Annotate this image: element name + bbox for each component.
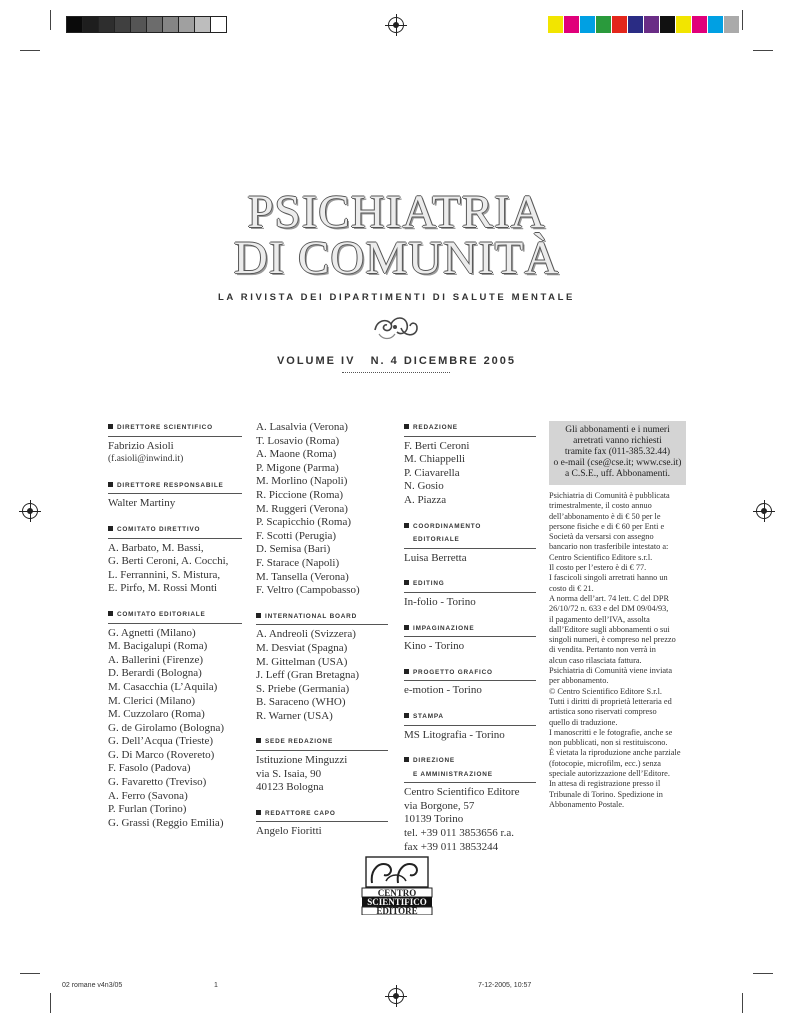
color-swatch xyxy=(676,16,692,33)
color-swatch xyxy=(708,16,724,33)
list-item: tel. +39 011 3853656 r.a. xyxy=(404,827,514,840)
legal-line: artistica sono riservati compreso xyxy=(549,707,657,717)
color-swatch xyxy=(644,16,660,33)
notice-line: Gli abbonamenti e i numeri xyxy=(565,425,670,435)
logo-line-1: CENTRO xyxy=(377,888,417,898)
legal-line: Il costo per l’estero è di € 77. xyxy=(549,563,647,573)
email-text: (f.asioli@inwind.it) xyxy=(108,454,184,465)
color-swatch xyxy=(548,16,564,33)
column-editorial-board-2 xyxy=(256,421,388,839)
legal-line: di vendita. Pertanto non verrà in xyxy=(549,645,656,655)
color-swatch xyxy=(580,16,596,33)
color-swatch xyxy=(564,16,580,33)
logo-line-2: SCIENTIFICO xyxy=(367,897,427,907)
legal-line: A norma dell’art. 74 lett. C del DPR xyxy=(549,593,670,603)
list-item: M. Clerici (Milano) xyxy=(108,694,196,707)
notice-line: arretrati vanno richiesti xyxy=(573,436,662,446)
list-item: G. Berti Ceroni, A. Cocchi, xyxy=(108,555,229,568)
section-heading: EDITING xyxy=(404,577,536,593)
crop-mark xyxy=(20,50,40,51)
color-swatch xyxy=(628,16,644,33)
registration-mark-icon xyxy=(756,503,772,519)
column-subscription-info xyxy=(549,421,686,810)
list-item: D. Berardi (Bologna) xyxy=(108,667,202,680)
legal-line: costo di € 21. xyxy=(549,583,594,593)
list-item: J. Leff (Gran Bretagna) xyxy=(256,669,360,682)
legal-line: © Centro Scientifico Editore S.r.l. xyxy=(549,686,662,696)
list-item: G. Agnetti (Milano) xyxy=(108,626,196,639)
column-production xyxy=(404,421,536,854)
crop-mark xyxy=(742,10,743,30)
legal-line: 26/10/72 n. 633 e del DM 09/04/93, xyxy=(549,604,669,614)
legal-line: non pubblicati, non si restituiscono. xyxy=(549,738,668,748)
legal-line: I fascicoli singoli arretrati hanno un xyxy=(549,573,668,583)
list-item: R. Piccione (Roma) xyxy=(256,488,344,501)
section-heading: COORDINAMENTO xyxy=(404,520,536,534)
legal-line: Abbonamento Postale. xyxy=(549,799,625,809)
list-item: A. Piazza xyxy=(404,493,447,506)
color-swatch xyxy=(596,16,612,33)
legal-line: Psichiatria di Comunità viene inviata xyxy=(549,666,673,676)
list-item: F. Veltro (Campobasso) xyxy=(256,584,360,597)
legal-line: speciale autorizzazione dell’Editore. xyxy=(549,769,670,779)
list-item: D. Semisa (Bari) xyxy=(256,543,331,556)
legal-line: per abbonamento. xyxy=(549,676,609,686)
list-item: Walter Martiny xyxy=(108,497,176,510)
grayscale-color-bar xyxy=(66,16,227,33)
list-item: Kino - Torino xyxy=(404,640,465,653)
legal-line: Tutti i diritti di proprietà letteraria ed xyxy=(549,696,672,706)
legal-line: Psichiatria di Comunità è pubblicata xyxy=(549,491,670,500)
list-item: e-motion - Torino xyxy=(404,684,482,697)
list-item: F. Scotti (Perugia) xyxy=(256,529,337,542)
list-item: P. Scapicchio (Roma) xyxy=(256,516,352,529)
list-item: A. Ferro (Savona) xyxy=(108,789,188,802)
legal-line: bancario non trasferibile intestato a: xyxy=(549,542,669,552)
color-swatch xyxy=(195,16,211,33)
list-item: F. Fasolo (Padova) xyxy=(108,762,191,775)
legal-line: È vietata la riproduzione anche parziale xyxy=(549,748,681,758)
legal-line: (fotocopie, microfilm, ecc.) senza xyxy=(549,758,661,768)
section-heading: REDAZIONE xyxy=(404,421,536,437)
legal-line: Centro Scientifico Editore s.r.l. xyxy=(549,552,653,562)
section-heading: DIREZIONE xyxy=(404,754,536,768)
color-swatch xyxy=(67,16,83,33)
section-heading: EDITORIALE xyxy=(404,533,536,549)
list-item: M. Cuzzolaro (Roma) xyxy=(108,708,205,721)
legal-line: singoli numeri, è compreso nel prezzo xyxy=(549,635,676,645)
page-number: 1 xyxy=(214,982,218,989)
list-item: E. Pirfo, M. Rossi Monti xyxy=(108,582,218,595)
list-item: Fabrizio Asioli xyxy=(108,439,174,452)
list-item: fax +39 011 3853244 xyxy=(404,840,499,853)
list-item: G. Dell’Acqua (Trieste) xyxy=(108,735,213,748)
subscription-notice-box xyxy=(549,421,686,485)
notice-line: o e-mail (cse@cse.it; www.cse.it) xyxy=(553,458,682,468)
legal-line: persone fisiche e di € 60 per Enti e xyxy=(549,521,665,531)
list-item: via Borgone, 57 xyxy=(404,799,475,812)
issue-volume: VOLUME IV N. 4 DICEMBRE 2005 xyxy=(276,355,517,367)
color-swatch xyxy=(211,16,227,33)
color-swatch xyxy=(163,16,179,33)
list-item: G. Di Marco (Rovereto) xyxy=(108,748,215,761)
list-item: M. Casacchia (L’Aquila) xyxy=(108,680,218,693)
list-item: T. Losavio (Roma) xyxy=(256,434,340,447)
legal-notice xyxy=(549,491,686,810)
file-slug: 02 romane v4n3/05 xyxy=(62,982,123,989)
column-editorial-board-1 xyxy=(108,421,242,830)
registration-mark-icon xyxy=(388,17,404,33)
list-item: G. Grassi (Reggio Emilia) xyxy=(108,816,224,829)
legal-line: Società da versarsi con assegno xyxy=(549,532,654,542)
legal-line: I manoscritti e le fotografie, anche se xyxy=(549,727,673,737)
section-heading: SEDE REDAZIONE xyxy=(256,735,388,751)
list-item: M. Tansella (Verona) xyxy=(256,570,349,583)
legal-line: Tribunale di Torino. Spedizione in xyxy=(549,789,663,799)
section-heading: STAMPA xyxy=(404,710,536,726)
journal-title-line-2: DI COMUNITÀ xyxy=(233,232,560,284)
list-item: Centro Scientifico Editore xyxy=(404,786,520,799)
section-heading: REDATTORE CAPO xyxy=(256,807,388,823)
crop-mark xyxy=(753,50,773,51)
section-heading: IMPAGINAZIONE xyxy=(404,622,536,638)
section-heading: DIRETTORE RESPONSABILE xyxy=(108,479,242,495)
list-item: In-folio - Torino xyxy=(404,595,476,608)
list-item: Angelo Fioritti xyxy=(256,825,322,838)
list-item: F. Starace (Napoli) xyxy=(256,556,340,569)
color-swatch xyxy=(660,16,676,33)
section-heading: E AMMINISTRAZIONE xyxy=(404,768,536,784)
list-item: M. Ruggeri (Verona) xyxy=(256,502,348,515)
legal-line: In attesa di registrazione presso il xyxy=(549,779,661,789)
list-item: G. de Girolamo (Bologna) xyxy=(108,721,225,734)
journal-subtitle: LA RIVISTA DEI DIPARTIMENTI DI SALUTE MENTALE xyxy=(218,292,575,303)
list-item: F. Berti Ceroni xyxy=(404,439,470,452)
section-heading: COMITATO EDITORIALE xyxy=(108,608,242,624)
crop-mark xyxy=(50,10,51,30)
crop-mark xyxy=(50,993,51,1013)
color-swatch xyxy=(131,16,147,33)
section-heading: INTERNATIONAL BOARD xyxy=(256,610,388,626)
list-item: M. Morlino (Napoli) xyxy=(256,475,348,488)
notice-line: tramite fax (011-385.32.44) xyxy=(564,447,671,457)
color-swatch xyxy=(99,16,115,33)
divider xyxy=(342,372,450,373)
journal-title-line-1: PSICHIATRIA xyxy=(247,186,546,238)
crop-mark xyxy=(742,993,743,1013)
legal-line: quello di traduzione. xyxy=(549,717,618,727)
registration-mark-icon xyxy=(22,503,38,519)
print-timestamp: 7-12-2005, 10:57 xyxy=(478,982,532,989)
list-item: S. Priebe (Germania) xyxy=(256,682,350,695)
list-item: M. Desviat (Spagna) xyxy=(256,641,348,654)
list-item: A. Maone (Roma) xyxy=(256,448,337,461)
list-item: Istituzione Minguzzi xyxy=(256,754,348,767)
list-item: N. Gosio xyxy=(404,480,444,493)
list-item: Luisa Berretta xyxy=(404,551,467,564)
list-item: M. Gittelman (USA) xyxy=(256,655,348,668)
list-item: P. Migone (Parma) xyxy=(256,461,339,474)
list-item: 10139 Torino xyxy=(404,813,464,826)
color-swatch xyxy=(115,16,131,33)
cmyk-color-bar xyxy=(548,16,740,33)
list-item: M. Bacigalupi (Roma) xyxy=(108,640,208,653)
list-item: via S. Isaia, 90 xyxy=(256,767,322,780)
color-swatch xyxy=(612,16,628,33)
section-heading: COMITATO DIRETTIVO xyxy=(108,523,242,539)
logo-line-3: EDITORE xyxy=(376,906,418,916)
list-item: MS Litografia - Torino xyxy=(404,728,505,741)
list-item: G. Favaretto (Treviso) xyxy=(108,776,207,789)
list-item: A. Barbato, M. Bassi, xyxy=(108,541,204,554)
list-item: A. Lasalvia (Verona) xyxy=(256,421,348,433)
fleuron-ornament-icon xyxy=(371,312,421,342)
section-heading: DIRETTORE SCIENTIFICO xyxy=(108,421,242,437)
list-item: P. Furlan (Torino) xyxy=(108,803,187,816)
color-swatch xyxy=(179,16,195,33)
list-item: B. Saraceno (WHO) xyxy=(256,696,346,709)
legal-line: trimestralmente, il costo annuo xyxy=(549,501,652,511)
color-swatch xyxy=(83,16,99,33)
list-item: R. Warner (USA) xyxy=(256,709,333,722)
legal-line: il pagamento dell’IVA, assolta xyxy=(549,614,650,624)
legal-line: dell’abbonamento è di € 50 per le xyxy=(549,511,661,521)
crop-mark xyxy=(753,973,773,974)
color-swatch xyxy=(147,16,163,33)
list-item: 40123 Bologna xyxy=(256,781,324,794)
legal-line: dall’Editore sugli abbonamenti o sui xyxy=(549,624,670,634)
notice-line: a C.S.E., uff. Abbonamenti. xyxy=(564,469,671,479)
registration-mark-icon xyxy=(388,988,404,1004)
legal-line: alcun caso rilasciata fattura. xyxy=(549,655,642,665)
list-item: M. Chiappelli xyxy=(404,453,466,466)
list-item: A. Andreoli (Svizzera) xyxy=(256,628,356,641)
color-swatch xyxy=(692,16,708,33)
crop-mark xyxy=(20,973,40,974)
section-heading: PROGETTO GRAFICO xyxy=(404,666,536,682)
list-item: A. Ballerini (Firenze) xyxy=(108,653,203,666)
list-item: P. Ciavarella xyxy=(404,466,460,479)
color-swatch xyxy=(724,16,740,33)
list-item: L. Ferrannini, S. Mistura, xyxy=(108,568,221,581)
